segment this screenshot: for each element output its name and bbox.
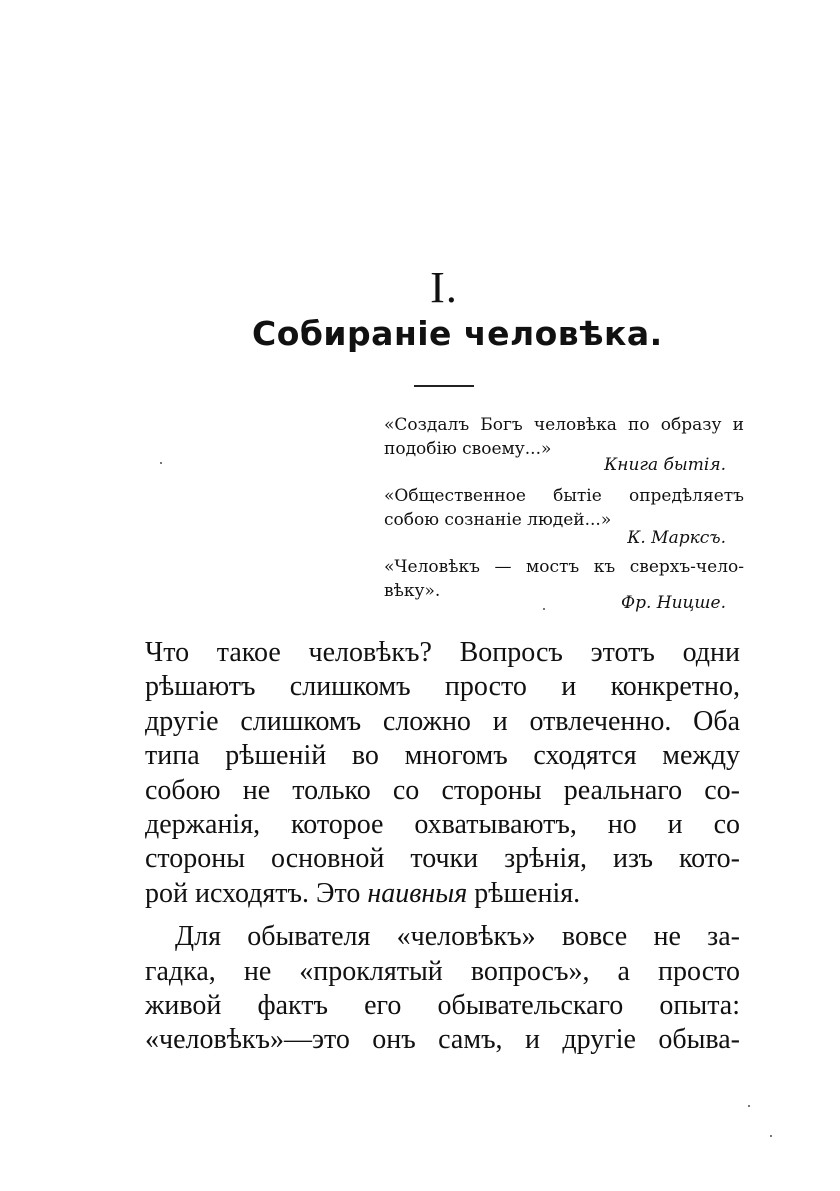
text-line: гадка, не «проклятый вопросъ», а просто — [145, 955, 740, 987]
emphasis-text: наивныя — [367, 877, 468, 909]
print-speck — [543, 608, 545, 610]
epigraph-text: «Общественное бытіе опредѣляетъ собою сознаніе людей...» — [384, 486, 744, 530]
print-speck — [770, 1135, 772, 1137]
epigraph-source: Книга бытія. — [604, 455, 726, 475]
epigraph-source: Фр. Ницше. — [620, 593, 726, 613]
paragraph-2 — [145, 920, 740, 1058]
text-line: Для обывателя «человѣкъ» вовсе не за- — [175, 921, 740, 953]
text-run: рой исходятъ. Это — [145, 877, 368, 909]
text-line: Что такое человѣкъ? Вопросъ этотъ одни — [145, 637, 740, 668]
chapter-title: Собираніе человѣка. — [252, 314, 663, 353]
text-line: другіе слишкомъ сложно и отвлеченно. Оба — [145, 705, 740, 737]
text-line: типа рѣшеній во многомъ сходятся между — [145, 740, 740, 772]
epigraph-text: «Создалъ Богъ человѣка по образу и подобію своему...» — [384, 415, 744, 459]
epigraph-text: «Человѣкъ — мостъ къ сверхъ-чело-вѣку». — [384, 557, 744, 601]
title-divider — [414, 385, 474, 387]
epigraph-3 — [384, 555, 744, 613]
text-line — [145, 877, 740, 911]
text-line: живой фактъ его обывательскаго опыта: — [145, 990, 740, 1022]
body-text — [145, 636, 740, 1058]
text-line: рѣшаютъ слишкомъ просто и конкретно, — [145, 671, 740, 703]
print-speck — [748, 1105, 750, 1107]
text-line: держанія, которое охватываютъ, но и со — [145, 809, 740, 841]
print-speck — [160, 462, 162, 464]
text-line: «человѣкъ»—это онъ самъ, и другіе обыва- — [145, 1024, 740, 1056]
paragraph-1 — [145, 636, 740, 911]
epigraph-2 — [384, 484, 744, 548]
text-run: рѣшенія. — [467, 877, 581, 909]
text-line: собою не только со стороны реальнаго со- — [145, 774, 740, 806]
epigraph-1 — [384, 413, 744, 475]
chapter-numeral: I. — [430, 263, 458, 312]
epigraph-source: К. Марксъ. — [627, 528, 726, 548]
text-line: стороны основной точки зрѣнія, изъ кото- — [145, 843, 740, 875]
